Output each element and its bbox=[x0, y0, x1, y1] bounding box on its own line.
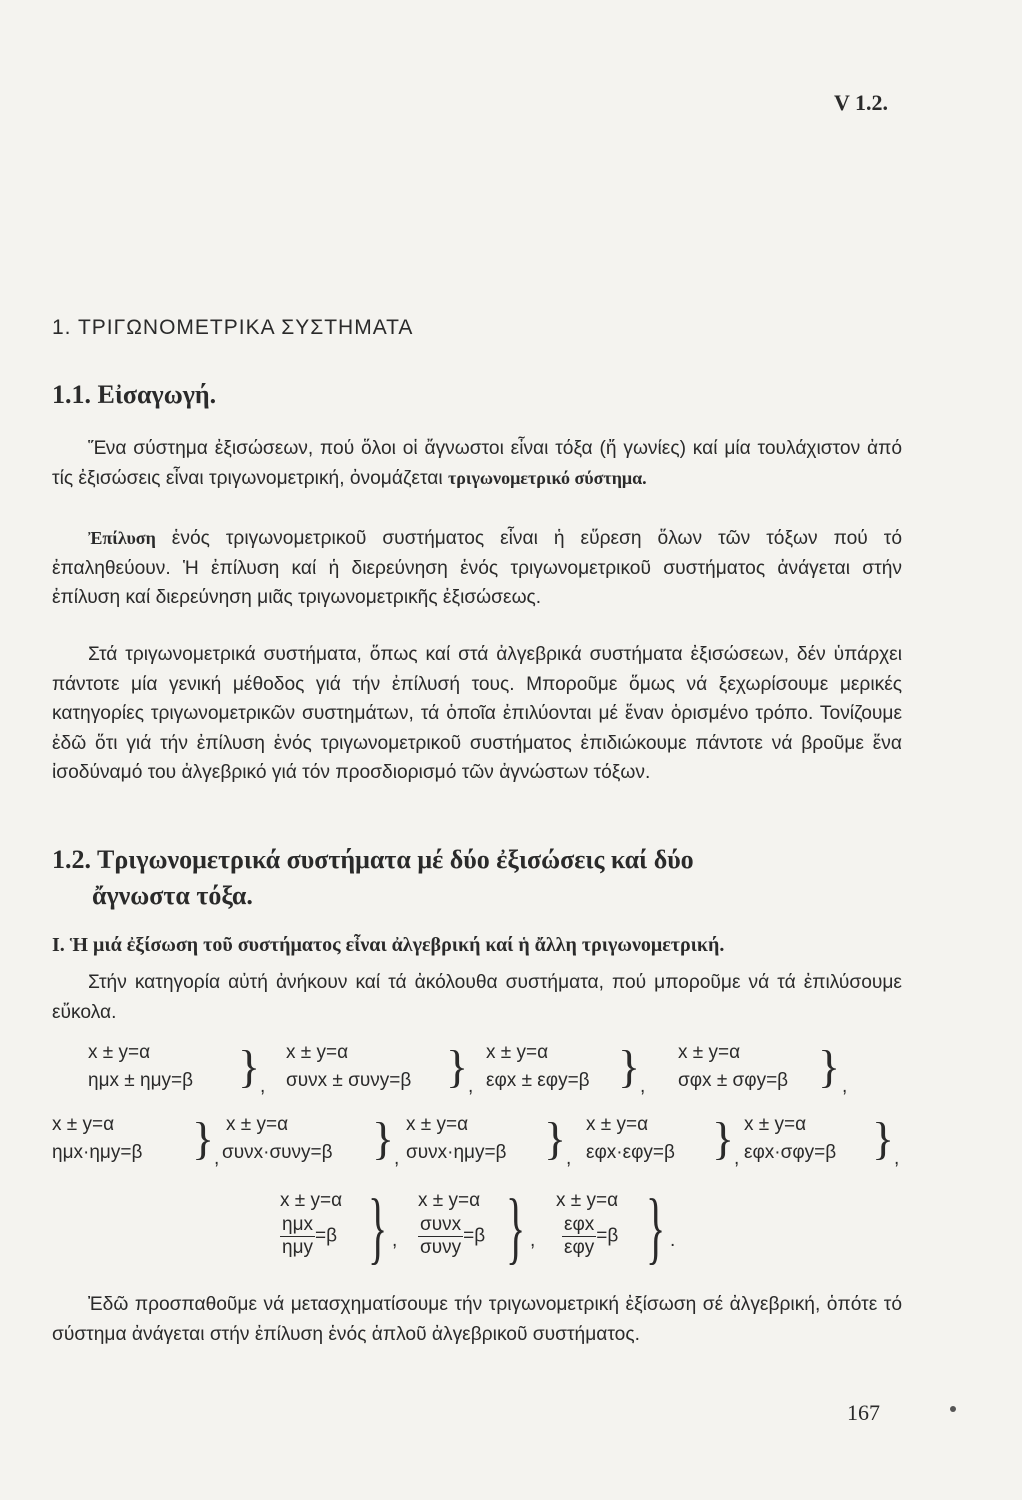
separator: . bbox=[670, 1230, 676, 1251]
paragraph-solution bbox=[52, 524, 902, 613]
right-brace: } bbox=[818, 1041, 841, 1092]
equation: x ± y=α bbox=[226, 1114, 289, 1135]
fraction bbox=[280, 1214, 315, 1259]
sub-heading: I. Ἡ μιά ἐξίσωση τοῦ συστήματος εἶναι ἀλγεβρική καί ἡ ἄλλη τριγωνομετρική. bbox=[52, 934, 725, 956]
equation: x ± y=α bbox=[744, 1114, 807, 1135]
equation-system-fraction bbox=[556, 1184, 676, 1272]
equation-system bbox=[52, 1113, 222, 1169]
equation: x ± y=α bbox=[52, 1114, 115, 1135]
separator: , bbox=[260, 1076, 266, 1097]
equation-system bbox=[586, 1113, 746, 1169]
equation-system bbox=[286, 1041, 476, 1097]
equation: συνx·ημy=β bbox=[406, 1142, 507, 1163]
equation: x ± y=α bbox=[88, 1042, 151, 1063]
separator: , bbox=[640, 1076, 646, 1097]
equation: x ± y=α bbox=[418, 1190, 481, 1211]
paragraph-methods: Στά τριγωνομετρικά συστήματα, ὅπως καί στά ἀλγεβρικά συστήματα ἐξισώσεων, δέν ὑπάρχει πάντοτε μία γενική μέθοδος γιά τήν ἐπίλυσή τους. Μποροῦμε ὅμως νά ξεχωρίσουμε μερικές κατηγορίες τριγωνομετρικῶν συστημάτων, τά ὁποῖα ἐπιλύονται μέ ἕναν ὁρισμένο τρόπο. Τονίζουμε ἐδῶ ὅτι γιά τήν ἐπίλυση ἑνός τριγωνομετρικοῦ συστήματος ἐπιδιώκουμε πάντοτε νά βροῦμε ἕνα ἰσοδύναμό του ἀλγεβρικό γιά τόν προσδιορισμό τῶν ἀγνώστων τόξων. bbox=[52, 644, 902, 783]
equation: x ± y=α bbox=[586, 1114, 649, 1135]
right-brace: } bbox=[618, 1041, 641, 1092]
fraction-equation bbox=[418, 1214, 485, 1259]
equation-rhs: =β bbox=[315, 1225, 338, 1247]
margin-dot bbox=[950, 1406, 956, 1412]
equation-rhs: =β bbox=[463, 1225, 486, 1247]
separator: , bbox=[394, 1148, 400, 1169]
right-brace: } bbox=[192, 1113, 215, 1164]
right-brace: } bbox=[544, 1113, 567, 1164]
right-brace: } bbox=[368, 1184, 388, 1272]
defined-term: Ἐπίλυση bbox=[88, 528, 156, 548]
paragraph-category: Στήν κατηγορία αὐτή ἀνήκουν καί τά ἀκόλουθα συστήματα, πού μποροῦμε νά τά ἐπιλύσουμε εὔκολα. bbox=[52, 972, 902, 1023]
right-brace: } bbox=[446, 1041, 469, 1092]
equation: συνx·συνy=β bbox=[222, 1142, 333, 1163]
equation-system bbox=[744, 1113, 914, 1169]
equation: x ± y=α bbox=[286, 1042, 349, 1063]
equation-system bbox=[678, 1041, 868, 1097]
denominator: εφy bbox=[564, 1237, 595, 1258]
right-brace: } bbox=[372, 1113, 395, 1164]
separator: , bbox=[566, 1148, 572, 1169]
fraction-equation bbox=[280, 1214, 342, 1259]
numerator: εφx bbox=[564, 1214, 595, 1235]
separator: , bbox=[842, 1076, 848, 1097]
equation: x ± y=α bbox=[486, 1042, 549, 1063]
right-brace: } bbox=[712, 1113, 735, 1164]
paragraph-text: ἑνός τριγωνομετρικοῦ συστήματος εἶναι ἡ εὕρεση ὅλων τῶν τόξων πού τό ἐπαληθεύουν. Ἡ ἐπίλυση καί ἡ διερεύνηση ἑνός τριγωνομετρικοῦ συστήματος ἀνάγεται στήν ἐπίλυση καί διερεύνηση μιᾶς τριγωνομετρικῆς ἐξισώσεως. bbox=[52, 528, 902, 608]
section-1-1-title: 1.1. Εἰσαγωγή. bbox=[52, 380, 217, 409]
separator: , bbox=[468, 1076, 474, 1097]
numerator: ημx bbox=[282, 1214, 314, 1235]
equation: ημx ± ημy=β bbox=[88, 1070, 194, 1091]
denominator: ημy bbox=[282, 1237, 314, 1258]
page-number: 167 bbox=[847, 1400, 880, 1425]
separator: , bbox=[734, 1148, 740, 1169]
paragraph-conclusion: Ἐδῶ προσπαθοῦμε νά μετασχηματίσουμε τήν τριγωνομετρική ἐξίσωση σέ ἀλγεβρική, ὁπότε τό σύστημα ἀνάγεται στήν ἐπίλυση ἑνός ἁπλοῦ ἀλγεβρικοῦ συστήματος. bbox=[52, 1294, 902, 1345]
fraction-equation bbox=[556, 1214, 618, 1259]
running-header: V 1.2. bbox=[834, 90, 888, 115]
equation: x ± y=α bbox=[406, 1114, 469, 1135]
equation: εφx·σφy=β bbox=[744, 1142, 837, 1163]
equation: εφx ± εφy=β bbox=[486, 1070, 590, 1091]
separator: , bbox=[530, 1230, 536, 1251]
fraction bbox=[418, 1214, 463, 1259]
defined-term: τριγωνομετρικό σύστημα. bbox=[447, 467, 647, 488]
separator: , bbox=[214, 1148, 220, 1169]
section-1-2-title bbox=[52, 842, 694, 914]
right-brace: } bbox=[238, 1041, 261, 1092]
paragraph-definition bbox=[52, 434, 902, 493]
equation: ημx·ημy=β bbox=[52, 1142, 143, 1163]
equation-rhs: =β bbox=[596, 1225, 619, 1247]
section-title-line: 1.2. Τριγωνομετρικά συστήματα μέ δύο ἐξισώσεις καί δύο bbox=[52, 845, 694, 874]
equation-system-fraction bbox=[418, 1184, 536, 1272]
separator: , bbox=[392, 1230, 398, 1251]
separator: , bbox=[894, 1148, 900, 1169]
paragraph-text: Ἕνα σύστημα ἐξισώσεων, πού ὅλοι οἱ ἄγνωστοι εἶναι τόξα (ἤ γωνίες) καί μία τουλάχιστον ἀπό τίς ἐξισώσεις εἶναι τριγωνομετρική, ὀνομάζεται bbox=[52, 438, 902, 489]
right-brace: } bbox=[646, 1184, 666, 1272]
equation-system-fraction bbox=[280, 1184, 398, 1272]
chapter-title: 1. ΤΡΙΓΩΝΟΜΕΤΡΙΚΑ ΣΥΣΤΗΜΑΤΑ bbox=[52, 316, 414, 339]
equation-system bbox=[222, 1113, 402, 1169]
equation: x ± y=α bbox=[280, 1190, 343, 1211]
numerator: συνx bbox=[420, 1214, 462, 1235]
denominator: συνy bbox=[420, 1237, 462, 1258]
fraction bbox=[562, 1214, 596, 1259]
equation: x ± y=α bbox=[678, 1042, 741, 1063]
equation: εφx·εφy=β bbox=[586, 1142, 675, 1163]
right-brace: } bbox=[872, 1113, 895, 1164]
equation-system bbox=[88, 1041, 268, 1097]
equation: σφx ± σφy=β bbox=[678, 1070, 789, 1091]
right-brace: } bbox=[506, 1184, 526, 1272]
equation-system bbox=[486, 1041, 666, 1097]
equation-system bbox=[406, 1113, 576, 1169]
section-title-line: ἄγνωστα τόξα. bbox=[92, 881, 253, 910]
equation: συνx ± συνy=β bbox=[286, 1070, 412, 1091]
equation: x ± y=α bbox=[556, 1190, 619, 1211]
